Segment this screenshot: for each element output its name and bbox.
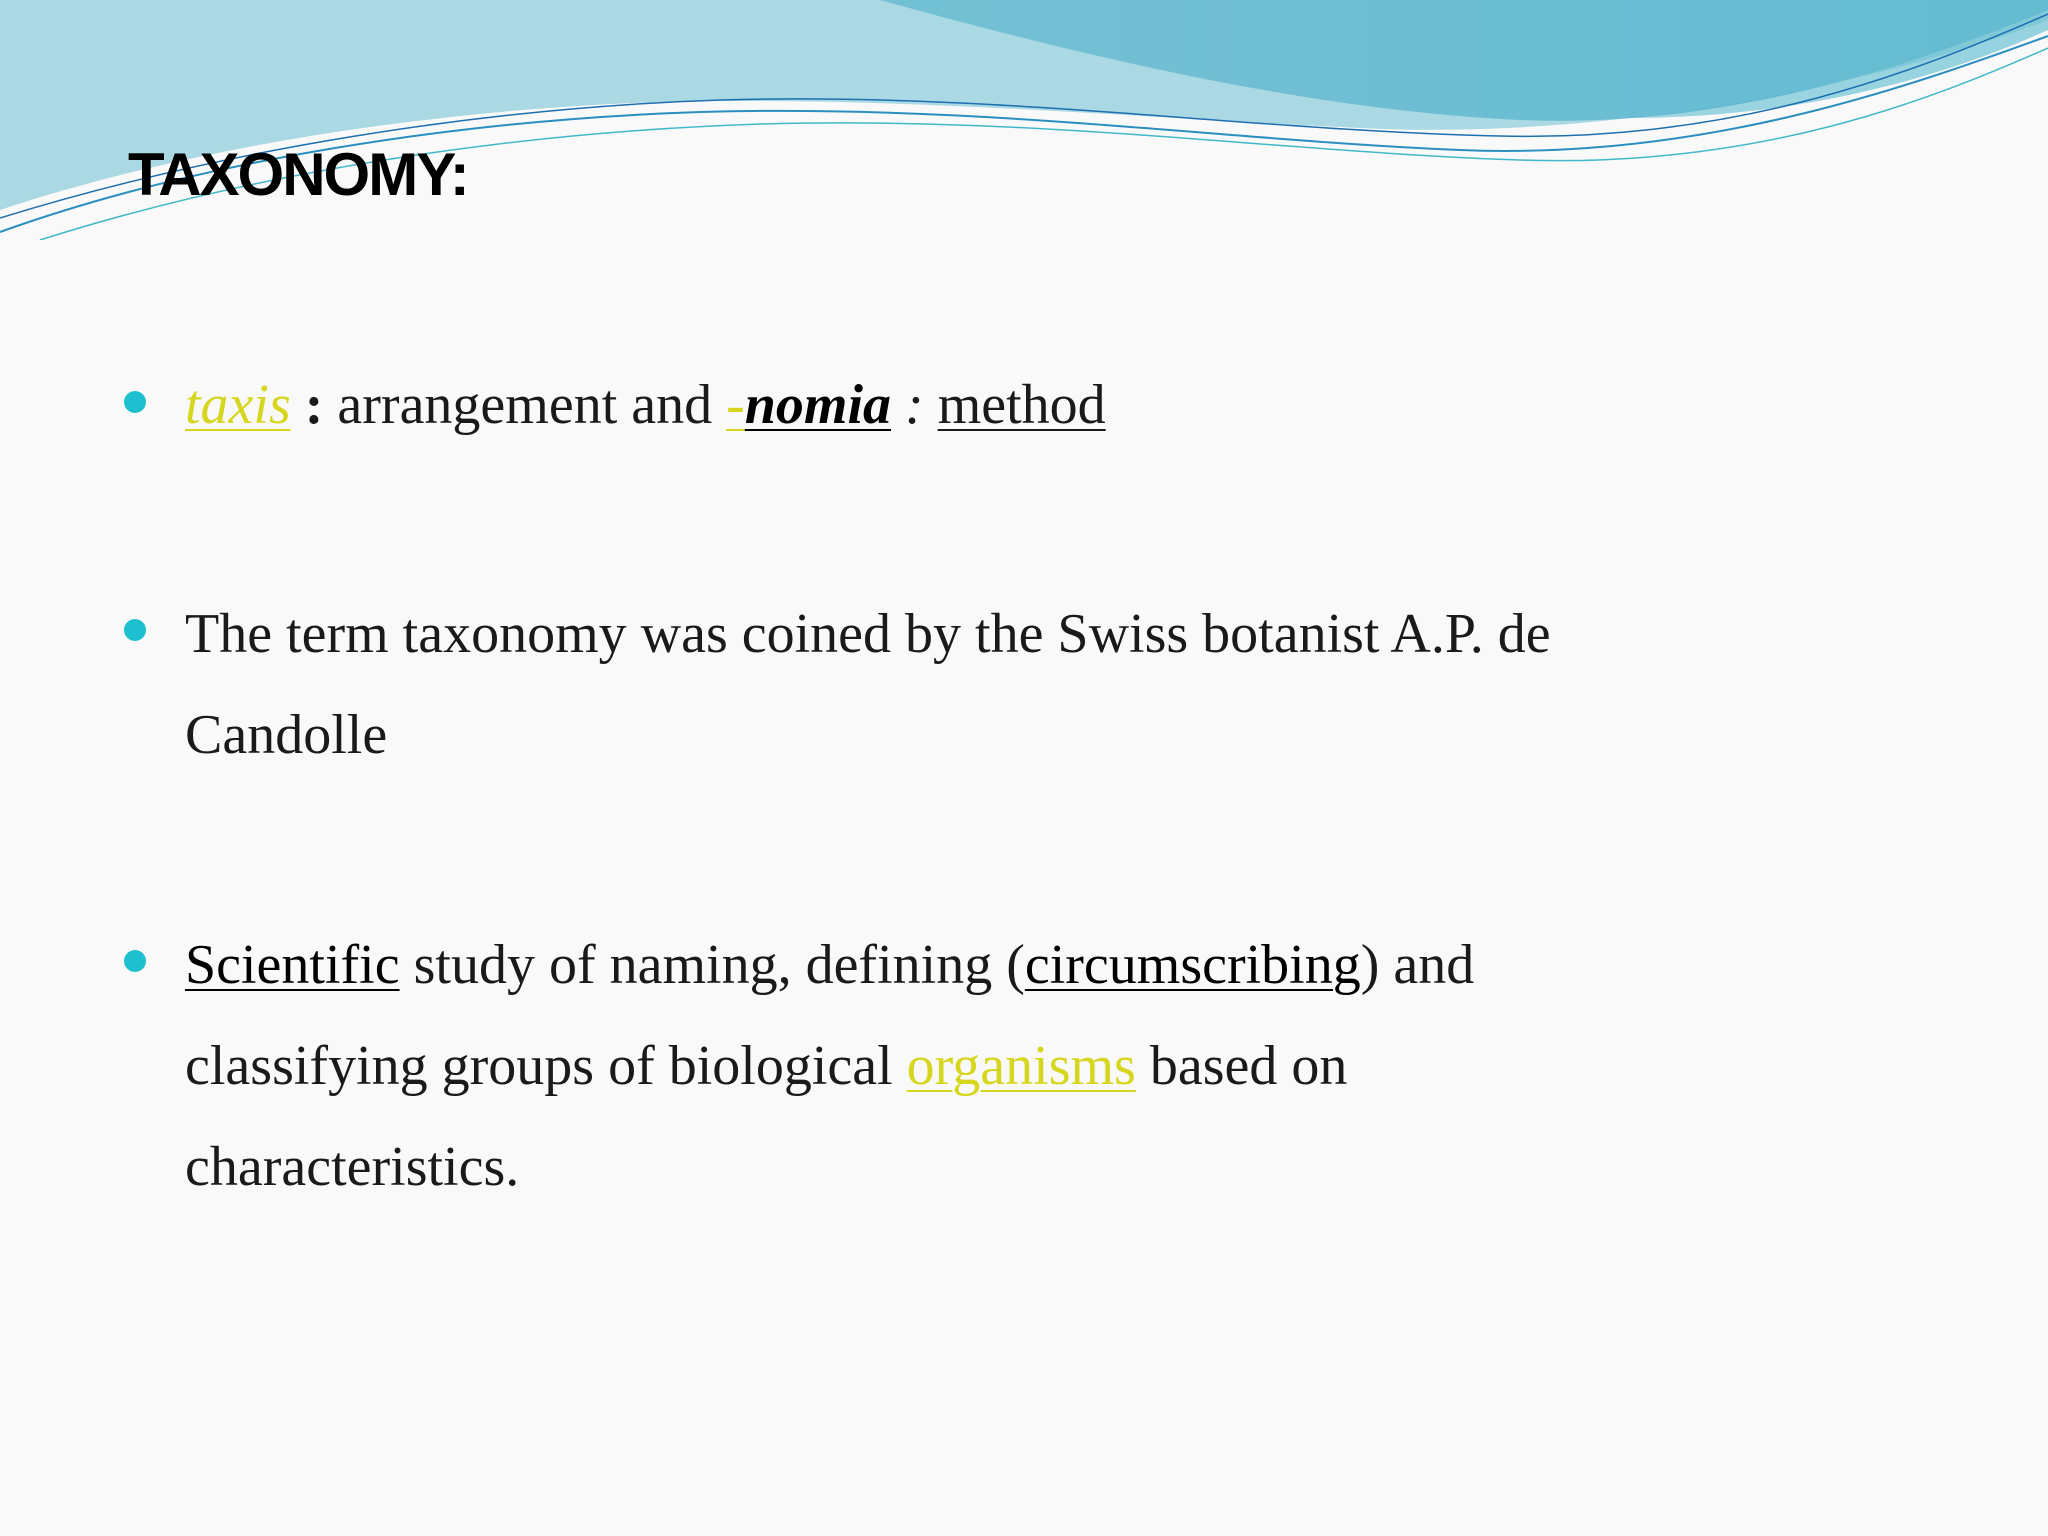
coined-line-1: The term taxonomy was coined by the Swiss botanist A.P. de [185,603,1551,665]
arrangement-text: arrangement and [337,374,727,436]
organisms-link[interactable]: organisms [906,1035,1136,1097]
scientific-link[interactable]: Scientific [185,934,400,996]
definition-text: ) and [1360,934,1475,996]
dash-link[interactable]: - [726,374,745,436]
nomia-link[interactable]: nomia [744,374,892,436]
definition-text: classifying groups of biological [185,1035,907,1097]
taxis-link[interactable]: taxis [185,374,291,436]
bullet-etymology [185,355,1106,456]
method-link[interactable]: method [937,374,1106,436]
bullet-dot [124,619,146,641]
separator: : [290,374,338,436]
separator: : [891,374,938,436]
circumscribing-link[interactable]: circumscribing [1024,934,1361,996]
definition-text: study of naming, defining ( [399,934,1025,996]
bullet-dot [124,391,146,413]
bullet-definition [185,915,1474,1218]
definition-text: characteristics. [185,1136,520,1198]
coined-line-2: Candolle [185,704,388,766]
bullet-coined [185,584,1551,786]
definition-text: based on [1135,1035,1348,1097]
bullet-dot [124,950,146,972]
slide-title: TAXONOMY: [128,141,468,208]
